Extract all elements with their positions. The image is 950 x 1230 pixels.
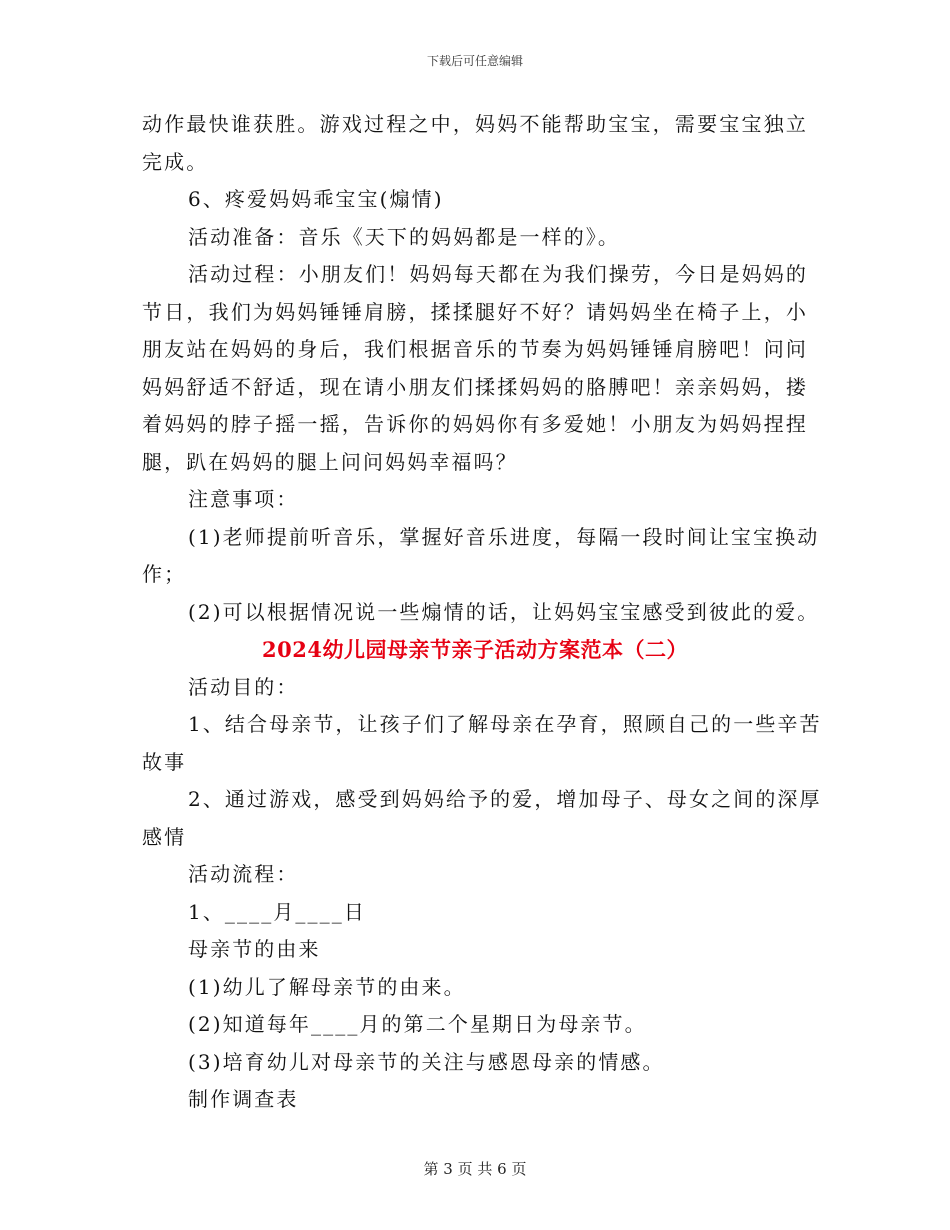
text-line: 故事 [142, 749, 187, 774]
text-line: 活动准备：音乐《天下的妈妈都是一样的》。 [188, 224, 620, 249]
text-line: 感情 [142, 824, 187, 849]
page-footer: 第 3 页 共 6 页 [423, 1160, 527, 1178]
text-line: 完成。 [142, 149, 209, 174]
text-line: 1、结合母亲节，让孩子们了解母亲在孕育，照顾自己的一些辛苦 [188, 712, 822, 736]
section-one-paragraphs [142, 106, 820, 631]
text-line: 母亲节的由来 [188, 937, 321, 961]
text-line: 注意事项： [188, 487, 299, 511]
text-line: 制作调查表 [188, 1087, 299, 1111]
text-line: 2、通过游戏，感受到妈妈给予的爱，增加母子、母女之间的深厚 [188, 787, 822, 811]
page-header: 下载后可任意编辑 [426, 54, 523, 68]
section-title: 2024幼儿园母亲节亲子活动方案范本（二） [262, 637, 688, 662]
text-line: 6、疼爱妈妈乖宝宝(煽情) [188, 187, 444, 211]
text-line: (3)培育幼儿对母亲节的关注与感恩母亲的情感。 [188, 1049, 665, 1074]
text-line: (1)老师提前听音乐，掌握好音乐进度，每隔一段时间让宝宝换动 [188, 524, 820, 549]
section-two-paragraphs [142, 669, 822, 1119]
text-line: 活动目的： [188, 674, 299, 699]
text-line: 着妈妈的脖子摇一摇，告诉你的妈妈你有多爱她！小朋友为妈妈捏捏 [142, 412, 808, 436]
text-line: (2)知道每年____月的第二个星期日为母亲节。 [188, 1012, 647, 1036]
text-line: 朋友站在妈妈的身后，我们根据音乐的节奏为妈妈锤锤肩膀吧！问问 [142, 337, 808, 361]
text-line: 腿，趴在妈妈的腿上问问妈妈幸福吗？ [142, 449, 518, 474]
text-line: 活动过程：小朋友们！妈妈每天都在为我们操劳，今日是妈妈的 [188, 262, 808, 286]
text-line: 活动流程： [188, 862, 299, 886]
text-line: 节日，我们为妈妈锤锤肩膀，揉揉腿好不好？请妈妈坐在椅子上，小 [142, 299, 808, 324]
text-line: 动作最快谁获胜。游戏过程之中，妈妈不能帮助宝宝，需要宝宝独立 [142, 112, 808, 136]
text-line: 作； [142, 562, 187, 586]
text-line: 1、____月____日 [188, 899, 366, 924]
text-line: (2)可以根据情况说一些煽情的话，让妈妈宝宝感受到彼此的爱。 [188, 599, 820, 624]
text-line: 妈妈舒适不舒适，现在请小朋友们揉揉妈妈的胳膊吧！亲亲妈妈，搂 [142, 374, 808, 399]
document-body [142, 106, 822, 1119]
text-line: (1)幼儿了解母亲节的由来。 [188, 974, 466, 999]
